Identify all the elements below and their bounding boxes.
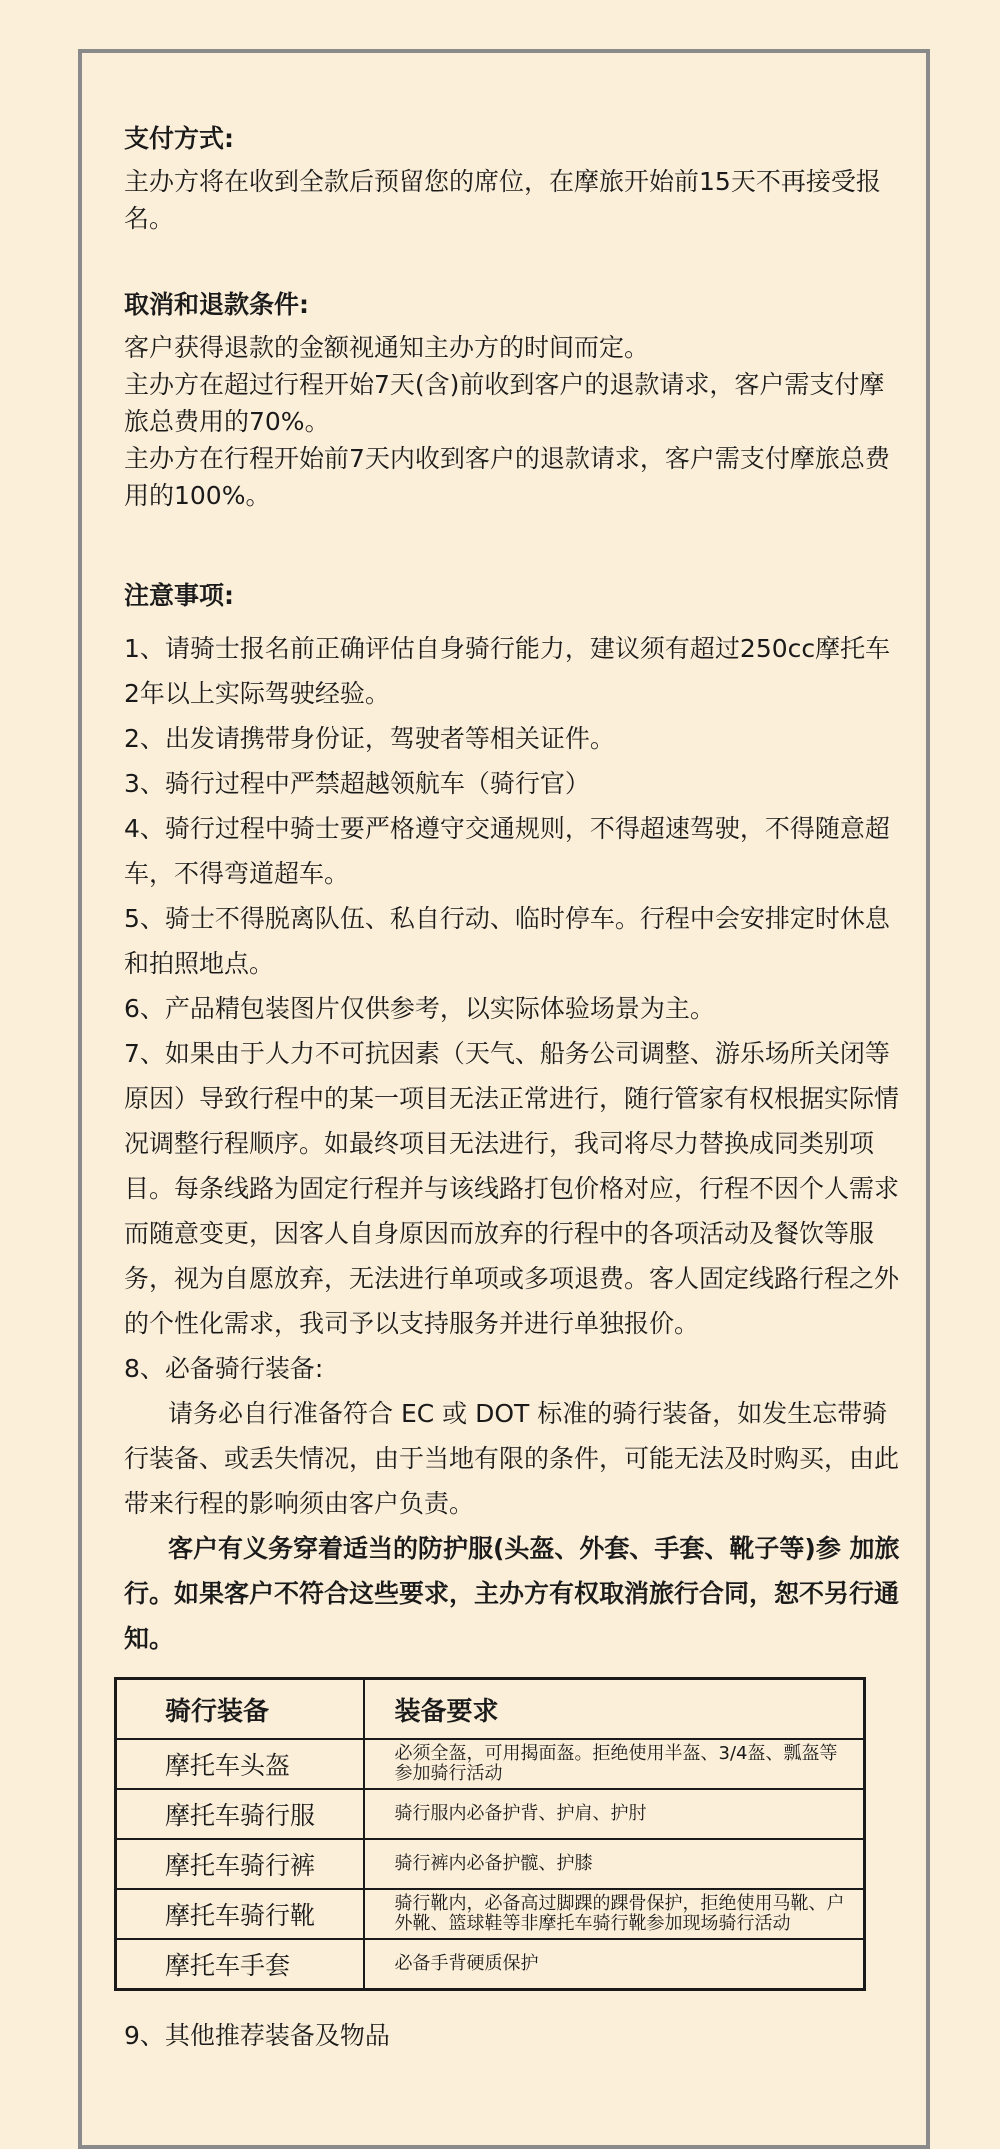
terms-panel [78, 49, 930, 2149]
cancel-line-3: 主办方在行程开始前7天内收到客户的退款请求，客户需支付摩旅总费用的100%。 [124, 444, 890, 510]
gear-obligation-paragraph: 客户有义务穿着适当的防护服(头盔、外套、手套、靴子等)参 加旅行。如果客户不符合这些要求，主办方有权取消旅行合同，恕不另行通知。 [124, 1534, 900, 1653]
gear-table-header-requirement: 装备要求 [364, 1679, 865, 1740]
gear-table-header-row [116, 1679, 865, 1740]
gear-item: 摩托车骑行靴 [116, 1889, 364, 1939]
gear-table-header-item: 骑行装备 [116, 1679, 364, 1740]
gear-paragraph: 请务必自行准备符合 EC 或 DOT 标准的骑行装备，如发生忘带骑行装备、或丢失情况，由于当地有限的条件，可能无法及时购买，由此带来行程的影响须由客户负责。 [124, 1399, 900, 1518]
notes-heading: 注意事项: [124, 581, 234, 610]
payment-heading: 支付方式: [124, 124, 234, 153]
gear-item: 摩托车骑行裤 [116, 1839, 364, 1889]
terms-content [124, 121, 904, 2058]
gear-requirement: 骑行靴内，必备高过脚踝的踝骨保护，拒绝使用马靴、户外靴、篮球鞋等非摩托车骑行靴参加现场骑行活动 [364, 1889, 865, 1939]
gear-item: 摩托车骑行服 [116, 1789, 364, 1839]
table-row [116, 1739, 865, 1789]
cancel-line-1: 客户获得退款的金额视通知主办方的时间而定。 [124, 333, 650, 362]
note-item-5: 5、骑士不得脱离队伍、私自行动、临时停车。行程中会安排定时休息和拍照地点。 [124, 904, 890, 978]
gear-requirement: 必须全盔，可用揭面盔。拒绝使用半盔、3/4盔、瓢盔等参加骑行活动 [364, 1739, 865, 1789]
note-item-7: 7、如果由于人力不可抗因素（天气、船务公司调整、游乐场所关闭等原因）导致行程中的某一项目无法正常进行，随行管家有权根据实际情况调整行程顺序。如最终项目无法进行，我司将尽力替换成同类别项目。每条线路为固定行程并与该线路打包价格对应，行程不因个人需求而随意变更，因客人自身原因而放弃的行程中的各项活动及餐饮等服务，视为自愿放弃，无法进行单项或多项退费。客人固定线路行程之外的个性化需求，我司予以支持服务并进行单独报价。 [124, 1039, 900, 1338]
note-item-2: 2、出发请携带身份证，驾驶者等相关证件。 [124, 724, 615, 753]
table-row [116, 1839, 865, 1889]
note-item-4: 4、骑行过程中骑士要严格遵守交通规则，不得超速驾驶，不得随意超车，不得弯道超车。 [124, 814, 890, 888]
gear-requirement: 必备手背硬质保护 [364, 1939, 865, 1989]
table-row [116, 1889, 865, 1939]
gear-item: 摩托车手套 [116, 1939, 364, 1989]
gear-item: 摩托车头盔 [116, 1739, 364, 1789]
gear-requirement: 骑行裤内必备护髋、护膝 [364, 1839, 865, 1889]
note-item-6: 6、产品精包装图片仅供参考，以实际体验场景为主。 [124, 994, 715, 1023]
note-item-3: 3、骑行过程中严禁超越领航车（骑行官） [124, 769, 590, 798]
note-item-8: 8、必备骑行装备: [124, 1354, 324, 1383]
cancel-line-2: 主办方在超过行程开始7天(含)前收到客户的退款请求，客户需支付摩旅总费用的70%。 [124, 370, 885, 436]
gear-requirement: 骑行服内必备护背、护肩、护肘 [364, 1789, 865, 1839]
table-row [116, 1789, 865, 1839]
payment-text: 主办方将在收到全款后预留您的席位，在摩旅开始前15天不再接受报名。 [124, 167, 881, 233]
gear-table [114, 1677, 866, 1991]
table-row [116, 1939, 865, 1989]
note-item-9: 9、其他推荐装备及物品 [124, 2020, 390, 2050]
cancel-heading: 取消和退款条件: [124, 290, 309, 319]
note-item-1: 1、请骑士报名前正确评估自身骑行能力，建议须有超过250cc摩托车2年以上实际驾驶经验。 [124, 634, 891, 708]
